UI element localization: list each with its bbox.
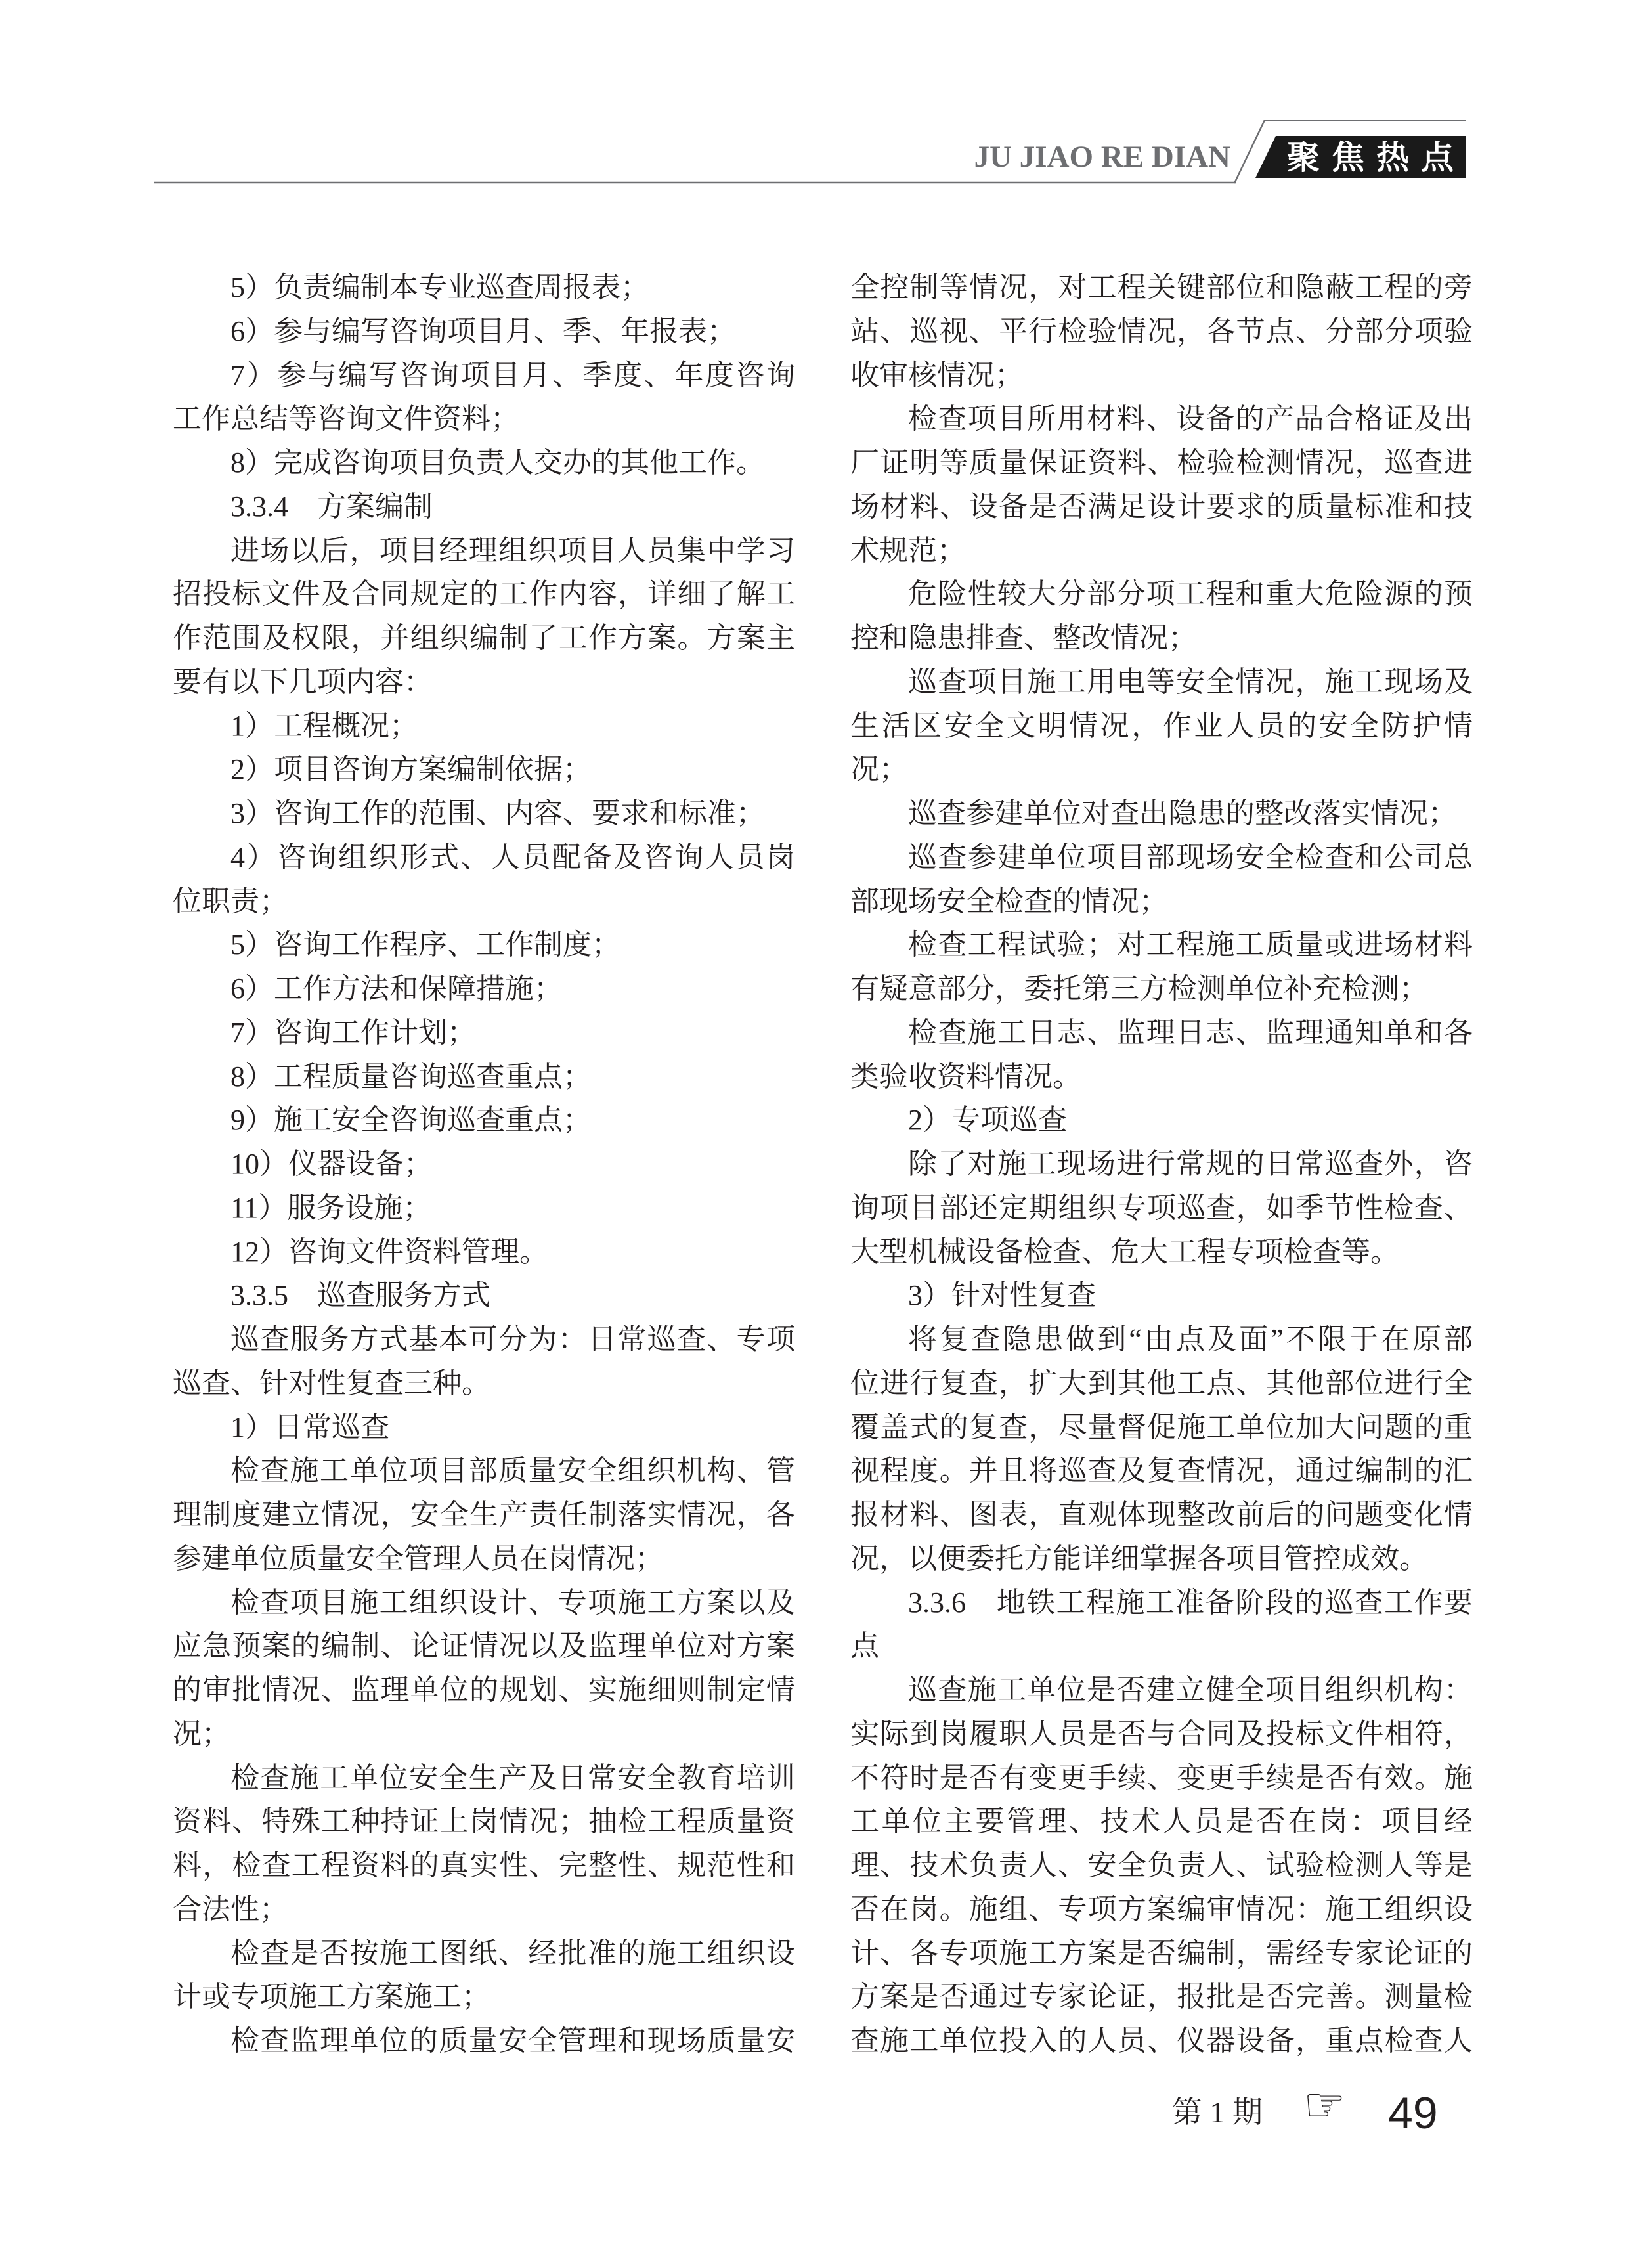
paragraph bbox=[173, 748, 795, 792]
paragraph bbox=[173, 310, 795, 354]
text-line: 要有以下几项内容： bbox=[173, 665, 433, 698]
paragraph bbox=[850, 923, 1473, 1011]
text-line: 收审核情况； bbox=[850, 359, 1024, 391]
text-line: 3.3.4 方案编制 bbox=[230, 490, 433, 523]
paragraph bbox=[173, 1406, 795, 1450]
text-line: 查施工单位投入的人员、仪器设备，重点检查人 bbox=[850, 2025, 1473, 2057]
section-heading bbox=[173, 1274, 795, 1318]
text-line: 6）工作方法和保障措施； bbox=[230, 973, 563, 1005]
text-line: 巡查项目施工用电等安全情况，施工现场及 bbox=[908, 665, 1473, 698]
text-line: 9）施工安全咨询巡查重点； bbox=[230, 1104, 592, 1137]
text-line: 检查监理单位的质量安全管理和现场质量安 bbox=[230, 2025, 795, 2057]
text-line: 检查施工单位安全生产及日常安全教育培训 bbox=[230, 1761, 795, 1794]
text-line: 3）咨询工作的范围、内容、要求和标准； bbox=[230, 797, 765, 829]
text-line: 况； bbox=[850, 753, 908, 786]
text-line: 巡查、针对性复查三种。 bbox=[173, 1367, 490, 1399]
text-line: 况，以便委托方能详细掌握各项目管控成效。 bbox=[850, 1542, 1428, 1575]
paragraph bbox=[850, 1011, 1473, 1099]
text-line: 巡查服务方式基本可分为：日常巡查、专项 bbox=[230, 1323, 795, 1355]
paragraph bbox=[173, 1099, 795, 1143]
text-line: 检查项目所用材料、设备的产品合格证及出 bbox=[908, 403, 1473, 435]
text-line: 1）日常巡查 bbox=[230, 1411, 389, 1443]
paragraph bbox=[173, 1581, 795, 1757]
text-line: 除了对施工现场进行常规的日常巡查外，咨 bbox=[908, 1148, 1473, 1180]
text-line: 巡查参建单位对查出隐患的整改落实情况； bbox=[908, 797, 1457, 829]
paragraph bbox=[850, 792, 1473, 836]
text-line: 招投标文件及合同规定的工作内容，详细了解工 bbox=[173, 578, 795, 611]
text-line: 理、技术负责人、安全负责人、试验检测人等是 bbox=[850, 1849, 1473, 1881]
paragraph bbox=[173, 1932, 795, 2020]
text-line: 工单位主要管理、技术人员是否在岗：项目经 bbox=[850, 1805, 1473, 1838]
issue-label: 第 1 期 bbox=[1172, 2095, 1263, 2129]
paragraph bbox=[173, 705, 795, 749]
paragraph bbox=[173, 2019, 795, 2063]
text-line: 作范围及权限，并组织编制了工作方案。方案主 bbox=[173, 622, 795, 654]
paragraph bbox=[850, 1318, 1473, 1581]
text-line: 检查项目施工组织设计、专项施工方案以及 bbox=[230, 1586, 795, 1619]
text-line: 检查工程试验；对工程施工质量或进场材料 bbox=[908, 929, 1473, 961]
paragraph bbox=[850, 1669, 1473, 2063]
text-line: 1）工程概况； bbox=[230, 709, 418, 742]
text-line: 10）仪器设备； bbox=[230, 1148, 433, 1180]
paragraph bbox=[173, 1143, 795, 1187]
text-line: 实际到岗履职人员是否与合同及投标文件相符， bbox=[850, 1717, 1473, 1750]
text-line: 生活区安全文明情况，作业人员的安全防护情 bbox=[850, 709, 1473, 742]
text-line: 部现场安全检查的情况； bbox=[850, 885, 1168, 917]
text-line: 的审批情况、监理单位的规划、实施细则制定情 bbox=[173, 1674, 795, 1706]
text-line: 站、巡视、平行检验情况，各节点、分部分项验 bbox=[850, 315, 1473, 347]
text-line: 全控制等情况，对工程关键部位和隐蔽工程的旁 bbox=[850, 271, 1473, 303]
paragraph bbox=[850, 1274, 1473, 1318]
text-line: 8）工程质量咨询巡查重点； bbox=[230, 1060, 592, 1093]
section-heading bbox=[850, 1581, 1473, 1669]
paragraph bbox=[173, 1449, 795, 1581]
text-line: 不符时是否有变更手续、变更手续是否有效。施 bbox=[850, 1761, 1473, 1794]
text-line: 况； bbox=[173, 1717, 230, 1750]
text-line: 方案是否通过专家论证，报批是否完善。测量检 bbox=[850, 1981, 1473, 2013]
text-line: 类验收资料情况。 bbox=[850, 1060, 1081, 1093]
text-line: 检查施工日志、监理日志、监理通知单和各 bbox=[908, 1016, 1473, 1049]
left-column bbox=[173, 266, 795, 2063]
pointing-hand-icon: ☞ bbox=[1303, 2077, 1346, 2132]
paragraph bbox=[173, 1231, 795, 1275]
text-line: 巡查施工单位是否建立健全项目组织机构： bbox=[908, 1674, 1473, 1706]
text-line: 3.3.5 巡查服务方式 bbox=[230, 1279, 490, 1312]
text-line: 将复查隐患做到“由点及面”不限于在原部 bbox=[908, 1323, 1473, 1355]
text-line: 询项目部还定期组织专项巡查，如季节性检查、 bbox=[850, 1191, 1473, 1224]
text-line: 否在岗。施组、专项方案编审情况：施工组织设 bbox=[850, 1893, 1473, 1925]
text-line: 2）专项巡查 bbox=[908, 1104, 1067, 1137]
text-line: 3.3.6 地铁工程施工准备阶段的巡查工作要 bbox=[908, 1586, 1473, 1619]
text-line: 点 bbox=[850, 1630, 879, 1663]
paragraph bbox=[173, 1757, 795, 1932]
text-line: 视程度。并且将巡查及复查情况，通过编制的汇 bbox=[850, 1455, 1473, 1487]
paragraph bbox=[850, 1099, 1473, 1143]
text-line: 位职责； bbox=[173, 885, 288, 917]
text-line: 大型机械设备检查、危大工程专项检查等。 bbox=[850, 1235, 1399, 1268]
page-number: 49 bbox=[1388, 2088, 1438, 2138]
text-line: 8）完成咨询项目负责人交办的其他工作。 bbox=[230, 447, 765, 479]
text-line: 控和隐患排查、整改情况； bbox=[850, 622, 1197, 654]
text-line: 资料、特殊工种持证上岗情况；抽检工程质量资 bbox=[173, 1805, 795, 1838]
text-line: 合法性； bbox=[173, 1893, 288, 1925]
text-line: 5）咨询工作程序、工作制度； bbox=[230, 929, 620, 961]
text-line: 参建单位质量安全管理人员在岗情况； bbox=[173, 1542, 664, 1575]
text-line: 5）负责编制本专业巡查周报表； bbox=[230, 271, 649, 303]
paragraph bbox=[850, 573, 1473, 661]
right-column bbox=[850, 266, 1473, 2063]
text-line: 11）服务设施； bbox=[230, 1191, 432, 1224]
text-line: 7）咨询工作计划； bbox=[230, 1016, 476, 1049]
paragraph bbox=[850, 266, 1473, 397]
paragraph bbox=[173, 836, 795, 924]
text-line: 2）项目咨询方案编制依据； bbox=[230, 753, 592, 786]
paragraph bbox=[173, 1011, 795, 1055]
text-line: 检查是否按施工图纸、经批准的施工组织设 bbox=[230, 1937, 795, 1969]
paragraph bbox=[173, 1187, 795, 1231]
text-line: 厂证明等质量保证资料、检验检测情况，巡查进 bbox=[850, 447, 1473, 479]
text-line: 位进行复查，扩大到其他工点、其他部位进行全 bbox=[850, 1367, 1473, 1399]
text-line: 术规范； bbox=[850, 534, 966, 567]
section-heading bbox=[173, 485, 795, 529]
text-line: 进场以后，项目经理组织项目人员集中学习 bbox=[230, 534, 795, 567]
paragraph bbox=[850, 1143, 1473, 1274]
text-line: 4）咨询组织形式、人员配备及咨询人员岗 bbox=[230, 841, 795, 873]
paragraph bbox=[173, 441, 795, 485]
text-line: 报材料、图表，直观体现整改前后的问题变化情 bbox=[850, 1499, 1473, 1531]
paragraph bbox=[850, 836, 1473, 924]
text-line: 应急预案的编制、论证情况以及监理单位对方案 bbox=[173, 1630, 795, 1663]
header-pinyin-title: JU JIAO RE DIAN bbox=[974, 140, 1230, 174]
section-tag: 聚焦热点 bbox=[1287, 139, 1466, 177]
text-line: 危险性较大分部分项工程和重大危险源的预 bbox=[908, 578, 1473, 611]
text-line: 计或专项施工方案施工； bbox=[173, 1981, 490, 2013]
text-line: 6）参与编写咨询项目月、季、年报表； bbox=[230, 315, 736, 347]
paragraph bbox=[173, 1055, 795, 1099]
text-line: 计、各专项施工方案是否编制，需经专家论证的 bbox=[850, 1937, 1473, 1969]
paragraph bbox=[173, 266, 795, 310]
paragraph bbox=[850, 661, 1473, 792]
text-line: 覆盖式的复查，尽量督促施工单位加大问题的重 bbox=[850, 1411, 1473, 1443]
paragraph bbox=[173, 967, 795, 1011]
paragraph bbox=[173, 529, 795, 705]
text-line: 3）针对性复查 bbox=[908, 1279, 1096, 1312]
paragraph bbox=[173, 792, 795, 836]
text-line: 巡查参建单位项目部现场安全检查和公司总 bbox=[908, 841, 1473, 873]
text-line: 场材料、设备是否满足设计要求的质量标准和技 bbox=[850, 490, 1473, 523]
text-line: 料，检查工程资料的真实性、完整性、规范性和 bbox=[173, 1849, 795, 1881]
text-line: 工作总结等咨询文件资料； bbox=[173, 403, 519, 435]
text-line: 理制度建立情况，安全生产责任制落实情况，各 bbox=[173, 1499, 795, 1531]
paragraph bbox=[173, 923, 795, 967]
text-line: 7）参与编写咨询项目月、季度、年度咨询 bbox=[230, 359, 795, 391]
paragraph bbox=[850, 397, 1473, 573]
paragraph bbox=[173, 1318, 795, 1406]
text-line: 12）咨询文件资料管理。 bbox=[230, 1235, 548, 1268]
text-line: 有疑意部分，委托第三方检测单位补充检测； bbox=[850, 973, 1428, 1005]
paragraph bbox=[173, 354, 795, 442]
text-line: 检查施工单位项目部质量安全组织机构、管 bbox=[230, 1455, 795, 1487]
